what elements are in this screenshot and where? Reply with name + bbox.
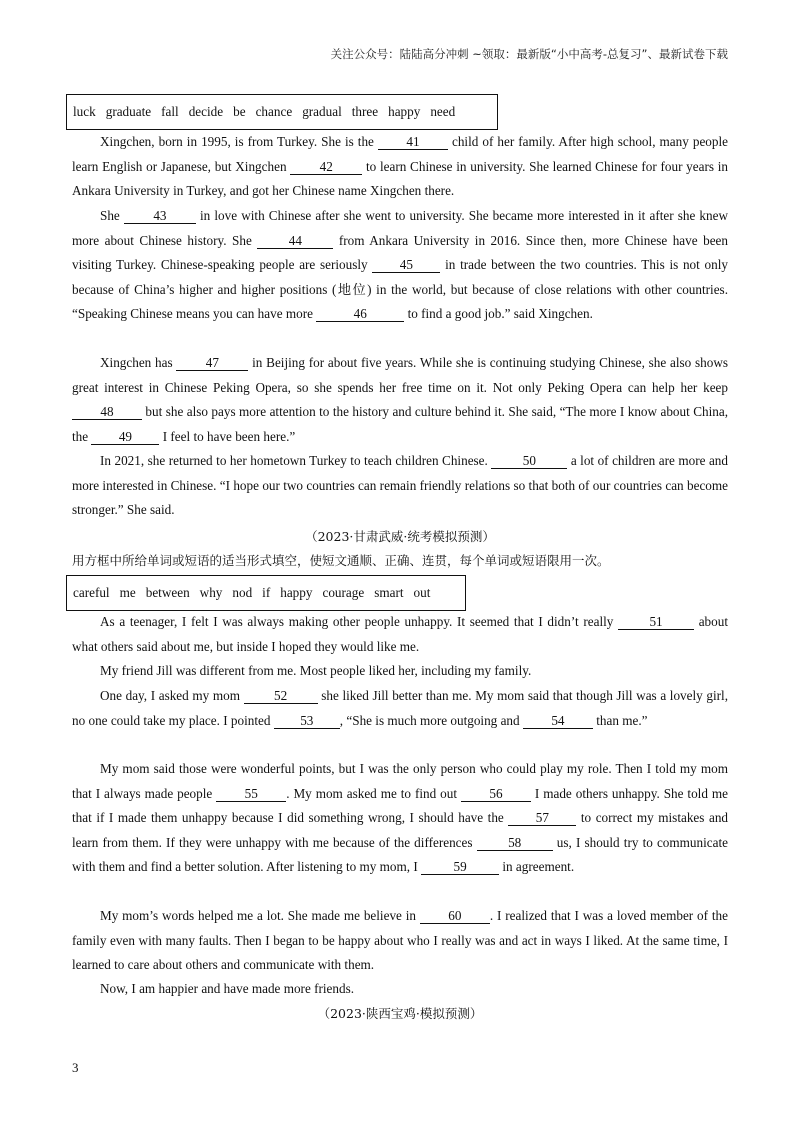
word-box-1 xyxy=(66,94,498,130)
word-box-2-item: me xyxy=(119,585,136,600)
word-box-2-item: careful xyxy=(73,585,110,600)
word-box-2-item: why xyxy=(199,585,223,600)
word-box-1-item: chance xyxy=(255,104,293,119)
passage1-paragraph-4: In 2021, she returned to her hometown Turkey to teach children Chinese. 50 a lot of children are more and more interested in Chinese. “I hope our two countries can remain friendly relations so that both of our countries can become stronger.” She said. xyxy=(72,453,728,517)
word-box-2-item: out xyxy=(413,585,431,600)
word-box-1-item: gradual xyxy=(302,104,342,119)
word-box-1-item: be xyxy=(233,104,246,119)
blank-52[interactable]: 52 xyxy=(244,688,318,704)
passage1-paragraph-2: She 43 in love with Chinese after she went to university. She became more interested in it after she knew more about Chinese history. She 44 from Ankara University in 2016. Since then, more Chinese have been visiting Turkey. Chinese-speaking people are seriously 45 in trade between the two countries. This is not only because of China’s higher and higher positions (地位) in the world, but because of close relations with other countries. “Speaking Chinese means you can have more 46 to find a good job.” said Xingchen. xyxy=(72,208,728,321)
word-box-2 xyxy=(66,575,466,611)
word-box-1-item: graduate xyxy=(105,104,152,119)
page-number: 3 xyxy=(72,1060,79,1075)
word-box-2-item: happy xyxy=(280,585,313,600)
blank-41[interactable]: 41 xyxy=(378,134,448,150)
word-box-1-item: decide xyxy=(188,104,224,119)
blank-57[interactable]: 57 xyxy=(508,810,576,826)
passage1-paragraph-1: Xingchen, born in 1995, is from Turkey. She is the 41 child of her family. After high school, many people learn English or Japanese, but Xingchen 42 to learn Chinese in university. She learned Chinese for four years in Ankara University in Turkey, and got her Chinese name Xingchen there. xyxy=(72,134,729,198)
passage2-paragraph-3: One day, I asked my mom 52 she liked Jill better than me. My mom said that though Jill was a lovely girl, no one could take my place. I pointed 53 , “She is much more outgoing and 54 than me.” xyxy=(72,688,728,728)
instruction-text: 用方框中所给单词或短语的适当形式填空，使短文通顺、正确、连贯，每个单词或短语限用一次。 xyxy=(72,553,610,568)
page-header: 关注公众号：陆陆高分冲刺 ~领取：最新版“小中高考-总复习”、最新试卷下载 xyxy=(330,47,728,61)
blank-60[interactable]: 60 xyxy=(420,908,490,924)
word-box-1-item: fall xyxy=(161,104,179,119)
blank-56[interactable]: 56 xyxy=(461,786,531,802)
passage2-paragraph-4: My mom said those were wonderful points, but I was the only person who could play my role. Then I told my mom that I always made people 55 . My mom asked me to find out 56 I made others unhappy. She told me that if I made them unhappy because I did something wrong, I should have the 57 to correct my mistakes and learn from them. If they were unhappy with me because of the differences 58 us, I should try to communicate with them and find a better solution. After listening to my mom, I 59 in agreement. xyxy=(72,761,729,874)
word-box-2-item: nod xyxy=(232,585,253,600)
source-citation-2: （2023·陕西宝鸡·模拟预测） xyxy=(317,1006,483,1021)
blank-43[interactable]: 43 xyxy=(124,208,196,224)
passage2-paragraph-1: As a teenager, I felt I was always making other people unhappy. It seemed that I didn’t really 51 about what others said about me, but inside I hoped they would like me. xyxy=(72,614,728,654)
blank-47[interactable]: 47 xyxy=(176,355,248,371)
blank-50[interactable]: 50 xyxy=(491,453,567,469)
passage2-paragraph-5: My mom’s words helped me a lot. She made me believe in 60 . I realized that I was a loved member of the family even with many faults. Then I began to be happy about who I really was and act in ways I liked. At the same time, I learned to care about others and communicate with them. xyxy=(72,908,728,972)
blank-46[interactable]: 46 xyxy=(316,306,404,322)
blank-58[interactable]: 58 xyxy=(477,835,553,851)
source-citation-1: （2023·甘肃武威·统考模拟预测） xyxy=(305,529,495,544)
word-box-1-item: happy xyxy=(388,104,421,119)
blank-55[interactable]: 55 xyxy=(216,786,286,802)
word-box-1-item: need xyxy=(430,104,456,119)
word-box-1-item: three xyxy=(351,104,379,119)
word-box-2-item: between xyxy=(145,585,190,600)
passage1-paragraph-3: Xingchen has 47 in Beijing for about five years. While she is continuing studying Chinese, she also shows great interest in Chinese Peking Opera, so she spends her free time on it. Not only Peking Opera can help her keep 48 but she also pays more attention to the history and culture behind it. She said, “The more I know about China, the 49 I feel to have been here.” xyxy=(72,355,728,444)
blank-45[interactable]: 45 xyxy=(372,257,440,273)
word-box-2-item: smart xyxy=(374,585,404,600)
passage2-paragraph-2: My friend Jill was different from me. Most people liked her, including my family. xyxy=(100,663,532,678)
blank-49[interactable]: 49 xyxy=(91,429,159,445)
blank-59[interactable]: 59 xyxy=(421,859,499,875)
word-box-1-item: luck xyxy=(73,104,96,119)
blank-42[interactable]: 42 xyxy=(290,159,362,175)
word-box-2-item: if xyxy=(262,585,271,600)
blank-53[interactable]: 53 xyxy=(274,713,340,729)
blank-48[interactable]: 48 xyxy=(72,404,142,420)
passage2-paragraph-6: Now, I am happier and have made more friends. xyxy=(100,981,355,996)
word-box-2-item: courage xyxy=(322,585,365,600)
blank-44[interactable]: 44 xyxy=(257,233,333,249)
blank-54[interactable]: 54 xyxy=(523,713,593,729)
blank-51[interactable]: 51 xyxy=(618,614,694,630)
